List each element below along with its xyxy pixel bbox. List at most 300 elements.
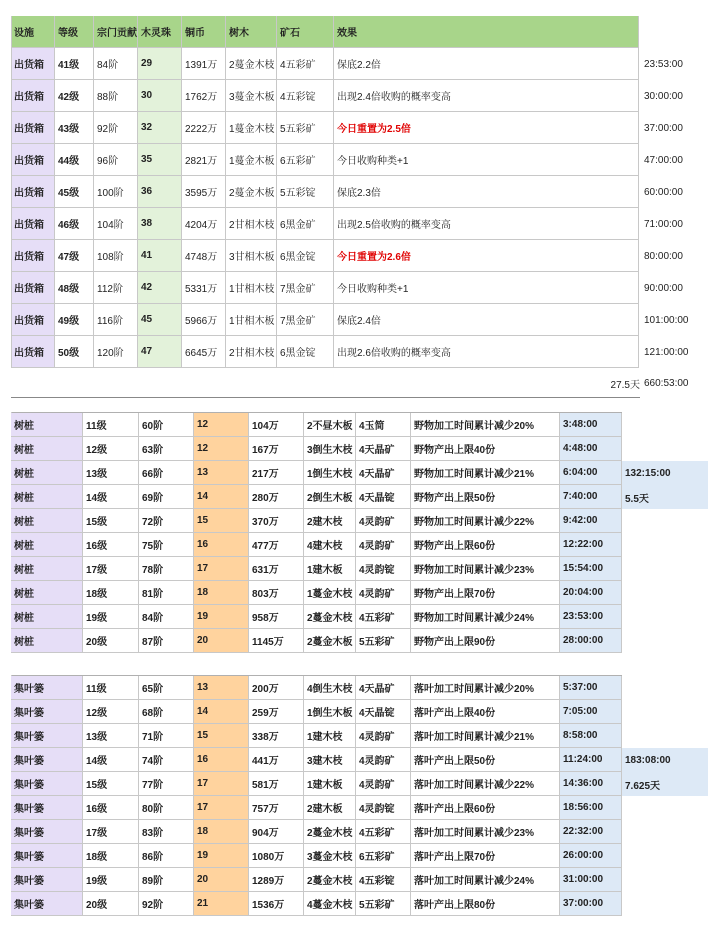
table1-cell-coin[interactable]: 5331万 [182,272,226,304]
table1-cell-facility[interactable]: 出货箱 [11,272,55,304]
table2-cell-bead[interactable]: 20 [194,629,249,653]
table2-cell-coin[interactable]: 1145万 [249,629,304,653]
table1-cell-coin[interactable]: 4204万 [182,208,226,240]
table3-cell-coin[interactable]: 1536万 [249,892,304,916]
table2-cell-coin[interactable]: 104万 [249,413,304,437]
table3-cell-bead[interactable]: 17 [194,772,249,796]
table2-cell-level[interactable]: 18级 [83,581,139,605]
table3-cell-contrib[interactable]: 65阶 [139,676,194,700]
table3-cell-facility[interactable]: 集叶篓 [11,892,83,916]
table2-cell-effect[interactable]: 野物加工时间累计减少24% [411,605,560,629]
table2-cell-ore[interactable]: 4天晶矿 [356,437,411,461]
table1-cell-effect[interactable]: 今日重置为2.5倍 [334,112,639,144]
table2-cell-coin[interactable]: 477万 [249,533,304,557]
table1-cell-ore[interactable]: 4五彩锭 [277,80,334,112]
table3-cell-ore[interactable]: 5五彩矿 [356,892,411,916]
table1-cell-contrib[interactable]: 92阶 [94,112,138,144]
table3-cell-coin[interactable]: 581万 [249,772,304,796]
table2-cell-ore[interactable]: 4灵韵矿 [356,509,411,533]
table3-cell-ore[interactable]: 4灵韵矿 [356,724,411,748]
table2-cell-facility[interactable]: 树桩 [11,509,83,533]
table1-cell-effect[interactable]: 今日重置为2.6倍 [334,240,639,272]
table2-cell-time[interactable]: 9:42:00 [560,509,622,533]
table2-cell-effect[interactable]: 野物加工时间累计减少22% [411,509,560,533]
table3-cell-wood[interactable]: 4倒生木枝 [304,676,356,700]
table1-cell-contrib[interactable]: 112阶 [94,272,138,304]
table2-cell-wood[interactable]: 3倒生木枝 [304,437,356,461]
table3-cell-time[interactable]: 31:00:00 [560,868,622,892]
table2-cell-bead[interactable]: 19 [194,605,249,629]
table3-cell-coin[interactable]: 338万 [249,724,304,748]
table2-cell-level[interactable]: 14级 [83,485,139,509]
table2-cell-time[interactable]: 15:54:00 [560,557,622,581]
table3-cell-level[interactable]: 16级 [83,796,139,820]
table2-cell-contrib[interactable]: 81阶 [139,581,194,605]
table3-cell-wood[interactable]: 2蔓金木枝 [304,868,356,892]
table1-cell-facility[interactable]: 出货箱 [11,48,55,80]
table3-cell-bead[interactable]: 15 [194,724,249,748]
table-row [0,581,720,605]
table-row [0,676,720,700]
table1-cell-bead[interactable]: 45 [138,304,182,336]
table1-cell-bead[interactable]: 42 [138,272,182,304]
table3-cell-ore[interactable]: 4天晶锭 [356,700,411,724]
table3-cell-wood[interactable]: 1建木枝 [304,724,356,748]
table2-cell-contrib[interactable]: 84阶 [139,605,194,629]
table3-cell-time[interactable]: 22:32:00 [560,820,622,844]
table3-cell-ore[interactable]: 4天晶矿 [356,676,411,700]
table2-total-time[interactable]: 132:15:00 [622,461,708,485]
table3-cell-contrib[interactable]: 80阶 [139,796,194,820]
table2-cell-level[interactable]: 13级 [83,461,139,485]
table2-cell-effect[interactable]: 野物产出上限60份 [411,533,560,557]
table1-cell-bead[interactable]: 41 [138,240,182,272]
table1-cell-facility[interactable]: 出货箱 [11,144,55,176]
table3-cell-ore[interactable]: 4灵韵矿 [356,748,411,772]
table2-cell-effect[interactable]: 野物加工时间累计减少21% [411,461,560,485]
table2-cell-time[interactable]: 3:48:00 [560,413,622,437]
table1-cell-ore[interactable]: 6黑金锭 [277,240,334,272]
table2-cell-level[interactable]: 12级 [83,437,139,461]
table2-cell-contrib[interactable]: 75阶 [139,533,194,557]
table3-cell-bead[interactable]: 17 [194,796,249,820]
table1-header-contrib[interactable]: 宗门贡献 [94,16,138,48]
table3-cell-contrib[interactable]: 89阶 [139,868,194,892]
table1-cell-bead[interactable]: 47 [138,336,182,368]
table-row [0,629,720,653]
table3-cell-facility[interactable]: 集叶篓 [11,820,83,844]
table3-cell-effect[interactable]: 落叶加工时间累计减少23% [411,820,560,844]
table2-cell-ore[interactable]: 4五彩矿 [356,605,411,629]
table1-cell-contrib[interactable]: 116阶 [94,304,138,336]
table2-cell-ore[interactable]: 4灵韵锭 [356,557,411,581]
table3-cell-ore[interactable]: 6五彩矿 [356,844,411,868]
table1-header-bead[interactable]: 木灵珠 [138,16,182,48]
table3-total-days[interactable]: 7.625天 [622,772,708,796]
table2-cell-contrib[interactable]: 72阶 [139,509,194,533]
table3-cell-level[interactable]: 17级 [83,820,139,844]
table1-cell-contrib[interactable]: 104阶 [94,208,138,240]
table3-cell-level[interactable]: 18级 [83,844,139,868]
table3-cell-contrib[interactable]: 86阶 [139,844,194,868]
table1-cell-wood[interactable]: 2甘相木枝 [226,336,277,368]
table3-cell-effect[interactable]: 落叶产出上限40份 [411,700,560,724]
table1-header-wood[interactable]: 树木 [226,16,277,48]
table2-cell-coin[interactable]: 217万 [249,461,304,485]
table2-cell-coin[interactable]: 167万 [249,437,304,461]
table2-cell-coin[interactable]: 370万 [249,509,304,533]
table2-cell-wood[interactable]: 2倒生木板 [304,485,356,509]
table1-cell-ore[interactable]: 6黑金锭 [277,336,334,368]
table2-cell-coin[interactable]: 280万 [249,485,304,509]
table2-cell-effect[interactable]: 野物产出上限40份 [411,437,560,461]
table3-cell-effect[interactable]: 落叶加工时间累计减少22% [411,772,560,796]
table1-cell-effect[interactable]: 今日收购种类+1 [334,144,639,176]
table3-cell-time[interactable]: 5:37:00 [560,676,622,700]
table2-cell-contrib[interactable]: 87阶 [139,629,194,653]
table2-cell-coin[interactable]: 803万 [249,581,304,605]
table2-cell-bead[interactable]: 13 [194,461,249,485]
table3-cell-time[interactable]: 18:56:00 [560,796,622,820]
table1-cell-effect[interactable]: 出现2.6倍收购的概率变高 [334,336,639,368]
table1-cell-bead[interactable]: 38 [138,208,182,240]
table2-cell-facility[interactable]: 树桩 [11,461,83,485]
table1-cell-level[interactable]: 48级 [55,272,94,304]
table1-header-effect[interactable]: 效果 [334,16,639,48]
table3-cell-level[interactable]: 14级 [83,748,139,772]
table3-cell-bead[interactable]: 20 [194,868,249,892]
table2-cell-ore[interactable]: 4天晶矿 [356,461,411,485]
table1-cell-ore[interactable]: 6黑金矿 [277,208,334,240]
table3-cell-facility[interactable]: 集叶篓 [11,772,83,796]
table3-cell-time[interactable]: 37:00:00 [560,892,622,916]
table1-cell-contrib[interactable]: 88阶 [94,80,138,112]
table2-cell-facility[interactable]: 树桩 [11,605,83,629]
table2-cell-coin[interactable]: 631万 [249,557,304,581]
table1-cell-level[interactable]: 50级 [55,336,94,368]
table1-cell-effect[interactable]: 保底2.2倍 [334,48,639,80]
table2-cell-wood[interactable]: 1建木板 [304,557,356,581]
table1-cell-wood[interactable]: 1蔓金木枝 [226,112,277,144]
table1-cell-ore[interactable]: 6五彩矿 [277,144,334,176]
table3-cell-facility[interactable]: 集叶篓 [11,748,83,772]
table2-cell-effect[interactable]: 野物加工时间累计减少23% [411,557,560,581]
table1-cell-level[interactable]: 44级 [55,144,94,176]
table2-cell-coin[interactable]: 958万 [249,605,304,629]
table1-cell-contrib[interactable]: 96阶 [94,144,138,176]
table2-total-days[interactable]: 5.5天 [622,485,708,509]
table3-cell-wood[interactable]: 1倒生木板 [304,700,356,724]
table1-total-time[interactable]: 660:53:00 [644,377,689,389]
table1-cell-time[interactable]: 30:00:00 [644,90,683,102]
table3-cell-facility[interactable]: 集叶篓 [11,724,83,748]
table1-cell-bead[interactable]: 35 [138,144,182,176]
table1-cell-coin[interactable]: 1762万 [182,80,226,112]
table1-total-days[interactable]: 27.5天 [610,379,640,391]
table2-cell-bead[interactable]: 12 [194,413,249,437]
table3-cell-ore[interactable]: 4灵韵矿 [356,772,411,796]
table2-cell-facility[interactable]: 树桩 [11,413,83,437]
table1-cell-contrib[interactable]: 84阶 [94,48,138,80]
table2-cell-level[interactable]: 19级 [83,605,139,629]
table2-cell-ore[interactable]: 4灵韵矿 [356,533,411,557]
table1-cell-bead[interactable]: 29 [138,48,182,80]
table3-cell-level[interactable]: 13级 [83,724,139,748]
table1-cell-contrib[interactable]: 108阶 [94,240,138,272]
table1-cell-time[interactable]: 90:00:00 [644,282,683,294]
table3-cell-wood[interactable]: 3建木枝 [304,748,356,772]
table2-cell-wood[interactable]: 2不昼木板 [304,413,356,437]
table3-cell-coin[interactable]: 200万 [249,676,304,700]
table3-cell-facility[interactable]: 集叶篓 [11,844,83,868]
table3-cell-contrib[interactable]: 83阶 [139,820,194,844]
table1-cell-coin[interactable]: 4748万 [182,240,226,272]
table3-cell-time[interactable]: 26:00:00 [560,844,622,868]
table1-cell-effect[interactable]: 今日收购种类+1 [334,272,639,304]
table-row [0,892,720,916]
table1-cell-effect[interactable]: 保底2.4倍 [334,304,639,336]
table3-cell-contrib[interactable]: 77阶 [139,772,194,796]
table1-cell-bead[interactable]: 30 [138,80,182,112]
table3-total-time[interactable]: 183:08:00 [622,748,708,772]
table3-cell-bead[interactable]: 16 [194,748,249,772]
table3-cell-bead[interactable]: 19 [194,844,249,868]
table2-cell-time[interactable]: 23:53:00 [560,605,622,629]
table1-cell-facility[interactable]: 出货箱 [11,208,55,240]
table2-cell-facility[interactable]: 树桩 [11,557,83,581]
table1-cell-contrib[interactable]: 100阶 [94,176,138,208]
table-row [0,485,720,509]
table3-cell-bead[interactable]: 14 [194,700,249,724]
table3-cell-effect[interactable]: 落叶产出上限70份 [411,844,560,868]
table2-cell-time[interactable]: 12:22:00 [560,533,622,557]
table2-cell-facility[interactable]: 树桩 [11,581,83,605]
table-row [0,304,720,336]
table3-cell-contrib[interactable]: 68阶 [139,700,194,724]
table1-header-coin[interactable]: 铜币 [182,16,226,48]
table3-cell-level[interactable]: 19级 [83,868,139,892]
table2-cell-level[interactable]: 17级 [83,557,139,581]
table1-cell-level[interactable]: 47级 [55,240,94,272]
table1-cell-ore[interactable]: 4五彩矿 [277,48,334,80]
table2-cell-facility[interactable]: 树桩 [11,533,83,557]
table1-cell-wood[interactable]: 3蔓金木板 [226,80,277,112]
table3-cell-coin[interactable]: 259万 [249,700,304,724]
table2-cell-ore[interactable]: 4灵韵矿 [356,581,411,605]
table1-cell-coin[interactable]: 5966万 [182,304,226,336]
table2-cell-wood[interactable]: 2建木枝 [304,509,356,533]
table-row [0,820,720,844]
table1-cell-ore[interactable]: 7黑金矿 [277,272,334,304]
table2-cell-bead[interactable]: 14 [194,485,249,509]
table3-cell-facility[interactable]: 集叶篓 [11,868,83,892]
table3-cell-ore[interactable]: 4五彩矿 [356,820,411,844]
table2-cell-bead[interactable]: 12 [194,437,249,461]
table2-cell-effect[interactable]: 野物加工时间累计减少20% [411,413,560,437]
table1-cell-time[interactable]: 80:00:00 [644,250,683,262]
table3-cell-wood[interactable]: 1建木板 [304,772,356,796]
table1-cell-coin[interactable]: 3595万 [182,176,226,208]
table1-cell-wood[interactable]: 1甘相木板 [226,304,277,336]
table1-header-ore[interactable]: 矿石 [277,16,334,48]
table2-cell-wood[interactable]: 2蔓金木枝 [304,605,356,629]
table1-header-row [0,16,720,48]
table2-cell-level[interactable]: 15级 [83,509,139,533]
table1-cell-time[interactable]: 23:53:00 [644,58,683,70]
table3-cell-effect[interactable]: 落叶产出上限60份 [411,796,560,820]
table2-cell-time[interactable]: 7:40:00 [560,485,622,509]
table1-header-facility[interactable]: 设施 [11,16,55,48]
table3-cell-coin[interactable]: 441万 [249,748,304,772]
table1-cell-effect[interactable]: 出现2.4倍收购的概率变高 [334,80,639,112]
table3-cell-effect[interactable]: 落叶加工时间累计减少21% [411,724,560,748]
table1-cell-wood[interactable]: 2蔓金木板 [226,176,277,208]
table-row [0,724,720,748]
table3-cell-effect[interactable]: 落叶加工时间累计减少24% [411,868,560,892]
table2-cell-ore[interactable]: 5五彩矿 [356,629,411,653]
table2-cell-contrib[interactable]: 78阶 [139,557,194,581]
table3-cell-level[interactable]: 11级 [83,676,139,700]
table1-cell-ore[interactable]: 7黑金矿 [277,304,334,336]
table3-cell-time[interactable]: 8:58:00 [560,724,622,748]
table1-cell-bead[interactable]: 36 [138,176,182,208]
table1-cell-wood[interactable]: 1蔓金木板 [226,144,277,176]
table3-cell-bead[interactable]: 21 [194,892,249,916]
table2-cell-bead[interactable]: 18 [194,581,249,605]
table1-cell-effect[interactable]: 出现2.5倍收购的概率变高 [334,208,639,240]
table2-cell-effect[interactable]: 野物产出上限70份 [411,581,560,605]
table1-cell-coin[interactable]: 2821万 [182,144,226,176]
table1-cell-time[interactable]: 47:00:00 [644,154,683,166]
table2-cell-contrib[interactable]: 63阶 [139,437,194,461]
table1-cell-time[interactable]: 121:00:00 [644,346,689,358]
table1-cell-ore[interactable]: 5五彩矿 [277,112,334,144]
table1-cell-facility[interactable]: 出货箱 [11,112,55,144]
table-row [0,533,720,557]
table3-cell-wood[interactable]: 3蔓金木枝 [304,844,356,868]
table2-cell-level[interactable]: 20级 [83,629,139,653]
table1-cell-level[interactable]: 49级 [55,304,94,336]
table3-cell-wood[interactable]: 2建木板 [304,796,356,820]
table3-cell-time[interactable]: 11:24:00 [560,748,622,772]
table3-cell-contrib[interactable]: 74阶 [139,748,194,772]
table1-cell-level[interactable]: 46级 [55,208,94,240]
table2-cell-wood[interactable]: 1倒生木枝 [304,461,356,485]
table3-cell-bead[interactable]: 13 [194,676,249,700]
table3-cell-ore[interactable]: 4灵韵锭 [356,796,411,820]
table3-cell-level[interactable]: 12级 [83,700,139,724]
table3-cell-coin[interactable]: 904万 [249,820,304,844]
table3-cell-coin[interactable]: 1080万 [249,844,304,868]
table3-cell-contrib[interactable]: 92阶 [139,892,194,916]
table1-header-level[interactable]: 等级 [55,16,94,48]
table1-cell-facility[interactable]: 出货箱 [11,80,55,112]
table2-cell-bead[interactable]: 16 [194,533,249,557]
table1-cell-time[interactable]: 37:00:00 [644,122,683,134]
table3-cell-coin[interactable]: 1289万 [249,868,304,892]
table2-cell-bead[interactable]: 15 [194,509,249,533]
table1-total-row [0,368,720,398]
table2-cell-level[interactable]: 11级 [83,413,139,437]
table1-cell-coin[interactable]: 2222万 [182,112,226,144]
table2-cell-contrib[interactable]: 60阶 [139,413,194,437]
table3-cell-ore[interactable]: 4五彩锭 [356,868,411,892]
table2-cell-effect[interactable]: 野物产出上限90份 [411,629,560,653]
table3-cell-facility[interactable]: 集叶篓 [11,700,83,724]
table3-cell-bead[interactable]: 18 [194,820,249,844]
table1-cell-facility[interactable]: 出货箱 [11,240,55,272]
table-row [0,748,720,772]
table3-cell-effect[interactable]: 落叶产出上限80份 [411,892,560,916]
table2-cell-wood[interactable]: 1蔓金木枝 [304,581,356,605]
table1-cell-effect[interactable]: 保底2.3倍 [334,176,639,208]
table-row [0,437,720,461]
table1-cell-level[interactable]: 42级 [55,80,94,112]
table3-cell-contrib[interactable]: 71阶 [139,724,194,748]
table1-cell-ore[interactable]: 5五彩锭 [277,176,334,208]
table1-cell-time[interactable]: 60:00:00 [644,186,683,198]
table2-cell-time[interactable]: 20:04:00 [560,581,622,605]
table3-cell-effect[interactable]: 落叶产出上限50份 [411,748,560,772]
table3-cell-time[interactable]: 7:05:00 [560,700,622,724]
table2-cell-ore[interactable]: 4玉简 [356,413,411,437]
table1-cell-level[interactable]: 43级 [55,112,94,144]
table2-cell-effect[interactable]: 野物产出上限50份 [411,485,560,509]
table1-cell-wood[interactable]: 3甘相木板 [226,240,277,272]
table1-cell-wood[interactable]: 2蔓金木枝 [226,48,277,80]
table3-cell-level[interactable]: 20级 [83,892,139,916]
table2-cell-level[interactable]: 16级 [83,533,139,557]
table1-cell-wood[interactable]: 2甘相木枝 [226,208,277,240]
table1-cell-level[interactable]: 41级 [55,48,94,80]
table-row [0,772,720,796]
table1-cell-time[interactable]: 71:00:00 [644,218,683,230]
table2-cell-time[interactable]: 4:48:00 [560,437,622,461]
table3-cell-wood[interactable]: 2蔓金木枝 [304,820,356,844]
table1-cell-facility[interactable]: 出货箱 [11,176,55,208]
table3-cell-time[interactable]: 14:36:00 [560,772,622,796]
table-row [0,176,720,208]
table2-cell-time[interactable]: 6:04:00 [560,461,622,485]
table1-cell-level[interactable]: 45级 [55,176,94,208]
table2-cell-contrib[interactable]: 66阶 [139,461,194,485]
table3-cell-wood[interactable]: 4蔓金木枝 [304,892,356,916]
table2-cell-facility[interactable]: 树桩 [11,485,83,509]
table3-cell-facility[interactable]: 集叶篓 [11,676,83,700]
table1-cell-facility[interactable]: 出货箱 [11,304,55,336]
table2-cell-wood[interactable]: 4建木枝 [304,533,356,557]
table1-cell-contrib[interactable]: 120阶 [94,336,138,368]
table1-cell-time[interactable]: 101:00:00 [644,314,689,326]
table2-cell-time[interactable]: 28:00:00 [560,629,622,653]
table2-cell-ore[interactable]: 4天晶锭 [356,485,411,509]
table2-cell-contrib[interactable]: 69阶 [139,485,194,509]
table1-cell-wood[interactable]: 1甘相木枝 [226,272,277,304]
table1-cell-coin[interactable]: 1391万 [182,48,226,80]
table3-cell-facility[interactable]: 集叶篓 [11,796,83,820]
table3-cell-effect[interactable]: 落叶加工时间累计减少20% [411,676,560,700]
table2-cell-bead[interactable]: 17 [194,557,249,581]
table2-cell-facility[interactable]: 树桩 [11,437,83,461]
table-row [0,605,720,629]
table1-cell-coin[interactable]: 6645万 [182,336,226,368]
table2-cell-wood[interactable]: 2蔓金木板 [304,629,356,653]
table2-cell-facility[interactable]: 树桩 [11,629,83,653]
table3-cell-level[interactable]: 15级 [83,772,139,796]
table1-cell-bead[interactable]: 32 [138,112,182,144]
table1-cell-facility[interactable]: 出货箱 [11,336,55,368]
table3-cell-coin[interactable]: 757万 [249,796,304,820]
